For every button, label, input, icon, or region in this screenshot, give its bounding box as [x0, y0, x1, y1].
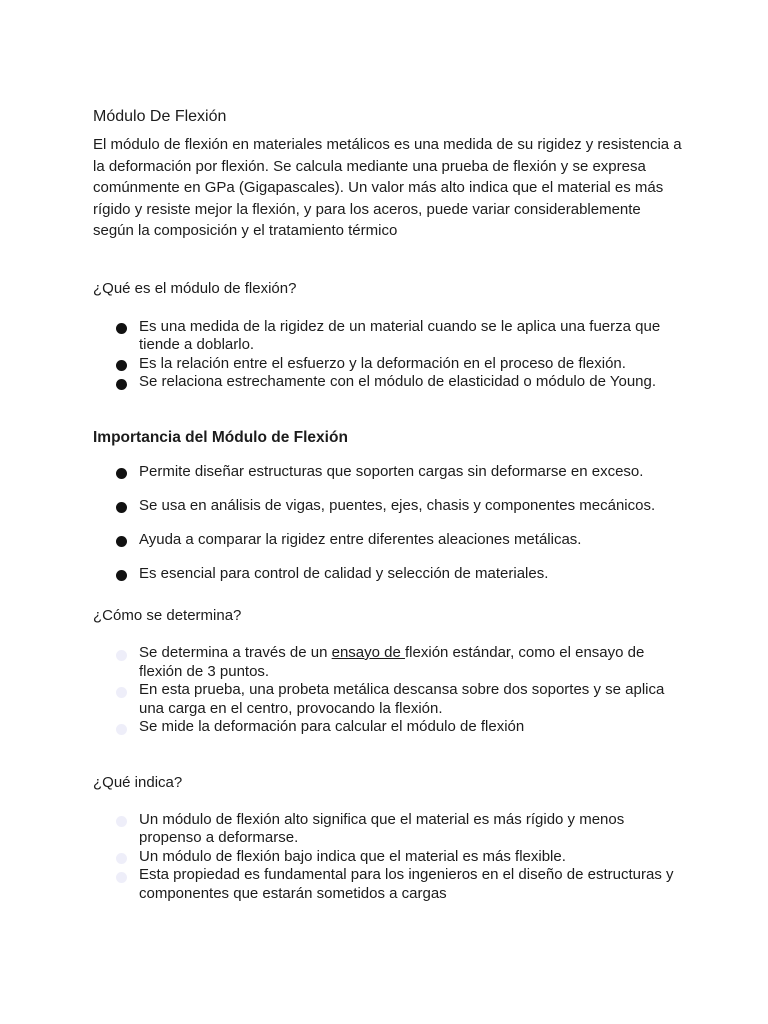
list-item-text: Se relaciona estrechamente con el módulo de elasticidad o módulo de Young.	[139, 373, 657, 390]
bullet-icon	[116, 536, 127, 547]
list-item	[93, 866, 683, 903]
document-page	[93, 107, 683, 903]
list-item-text: Un módulo de flexión alto significa que el material es más rígido y menos propenso a deformarse.	[139, 810, 625, 846]
what-indicates-list	[93, 811, 683, 904]
list-item-text: Permite diseñar estructuras que soporten cargas sin deformarse en exceso.	[139, 462, 644, 480]
list-item	[93, 497, 683, 516]
question-how-determined: ¿Cómo se determina?	[93, 607, 242, 624]
bullet-icon	[116, 360, 127, 371]
bullet-icon	[116, 570, 127, 581]
importance-list	[93, 463, 683, 584]
ensayo-link[interactable]: ensayo de	[331, 644, 406, 661]
list-item-text: Se usa en análisis de vigas, puentes, ejes, chasis y componentes mecánicos.	[139, 496, 656, 514]
list-item	[93, 718, 683, 737]
question-what-indicates: ¿Qué indica?	[93, 773, 183, 791]
list-item	[93, 565, 683, 584]
list-item-text: Esta propiedad es fundamental para los ingenieros en el diseño de estructuras y componentes que estarán sometidos a cargas	[139, 866, 674, 902]
list-item	[93, 811, 683, 848]
list-item-text: En esta prueba, una probeta metálica descansa sobre dos soportes y se aplica una carga en el centro, provocando la flexión.	[139, 681, 665, 717]
list-item-text: Es una medida de la rigidez de un material cuando se le aplica una fuerza que tiende a doblarlo.	[139, 317, 661, 353]
intro-paragraph: El módulo de flexión en materiales metálicos es una medida de su rigidez y resistencia a la deformación por flexión. Se calcula mediante una prueba de flexión y se expresa comúnmente en GPa (Gigapascales). Un valor más alto indica que el material es más rígido y resiste mejor la flexión, y para los aceros, puede variar considerablemente según la composición y el tratamiento térmico	[93, 136, 682, 239]
question-what-is: ¿Qué es el módulo de flexión?	[93, 279, 297, 297]
list-item-text-after: flexión estándar, como el ensayo de flexión de 3 puntos.	[139, 644, 645, 680]
bullet-icon	[116, 816, 127, 827]
list-item	[93, 373, 683, 392]
list-item-text-before: Se determina a través de un	[139, 644, 332, 661]
list-item-text: Es esencial para control de calidad y selección de materiales.	[139, 564, 549, 582]
how-determined-list	[93, 644, 683, 737]
bullet-icon	[116, 650, 127, 661]
list-item	[93, 848, 683, 867]
document-title: Módulo De Flexión	[93, 108, 227, 125]
list-item-text: Se mide la deformación para calcular el módulo de flexión	[139, 718, 525, 735]
list-item-text: Un módulo de flexión bajo indica que el material es más flexible.	[139, 847, 566, 865]
bullet-icon	[116, 724, 127, 735]
bullet-icon	[116, 872, 127, 883]
list-item	[93, 644, 683, 681]
what-is-list	[93, 318, 683, 392]
bullet-icon	[116, 853, 127, 864]
list-item-text: Es la relación entre el esfuerzo y la deformación en el proceso de flexión.	[139, 354, 626, 372]
list-item	[93, 681, 683, 718]
importance-heading: Importancia del Módulo de Flexión	[93, 428, 348, 446]
bullet-icon	[116, 502, 127, 513]
list-item	[93, 355, 683, 374]
bullet-icon	[116, 323, 127, 334]
bullet-icon	[116, 379, 127, 390]
list-item	[93, 463, 683, 482]
list-item	[93, 531, 683, 550]
list-item-text: Ayuda a comparar la rigidez entre diferentes aleaciones metálicas.	[139, 530, 582, 548]
bullet-icon	[116, 687, 127, 698]
bullet-icon	[116, 468, 127, 479]
list-item	[93, 318, 683, 355]
